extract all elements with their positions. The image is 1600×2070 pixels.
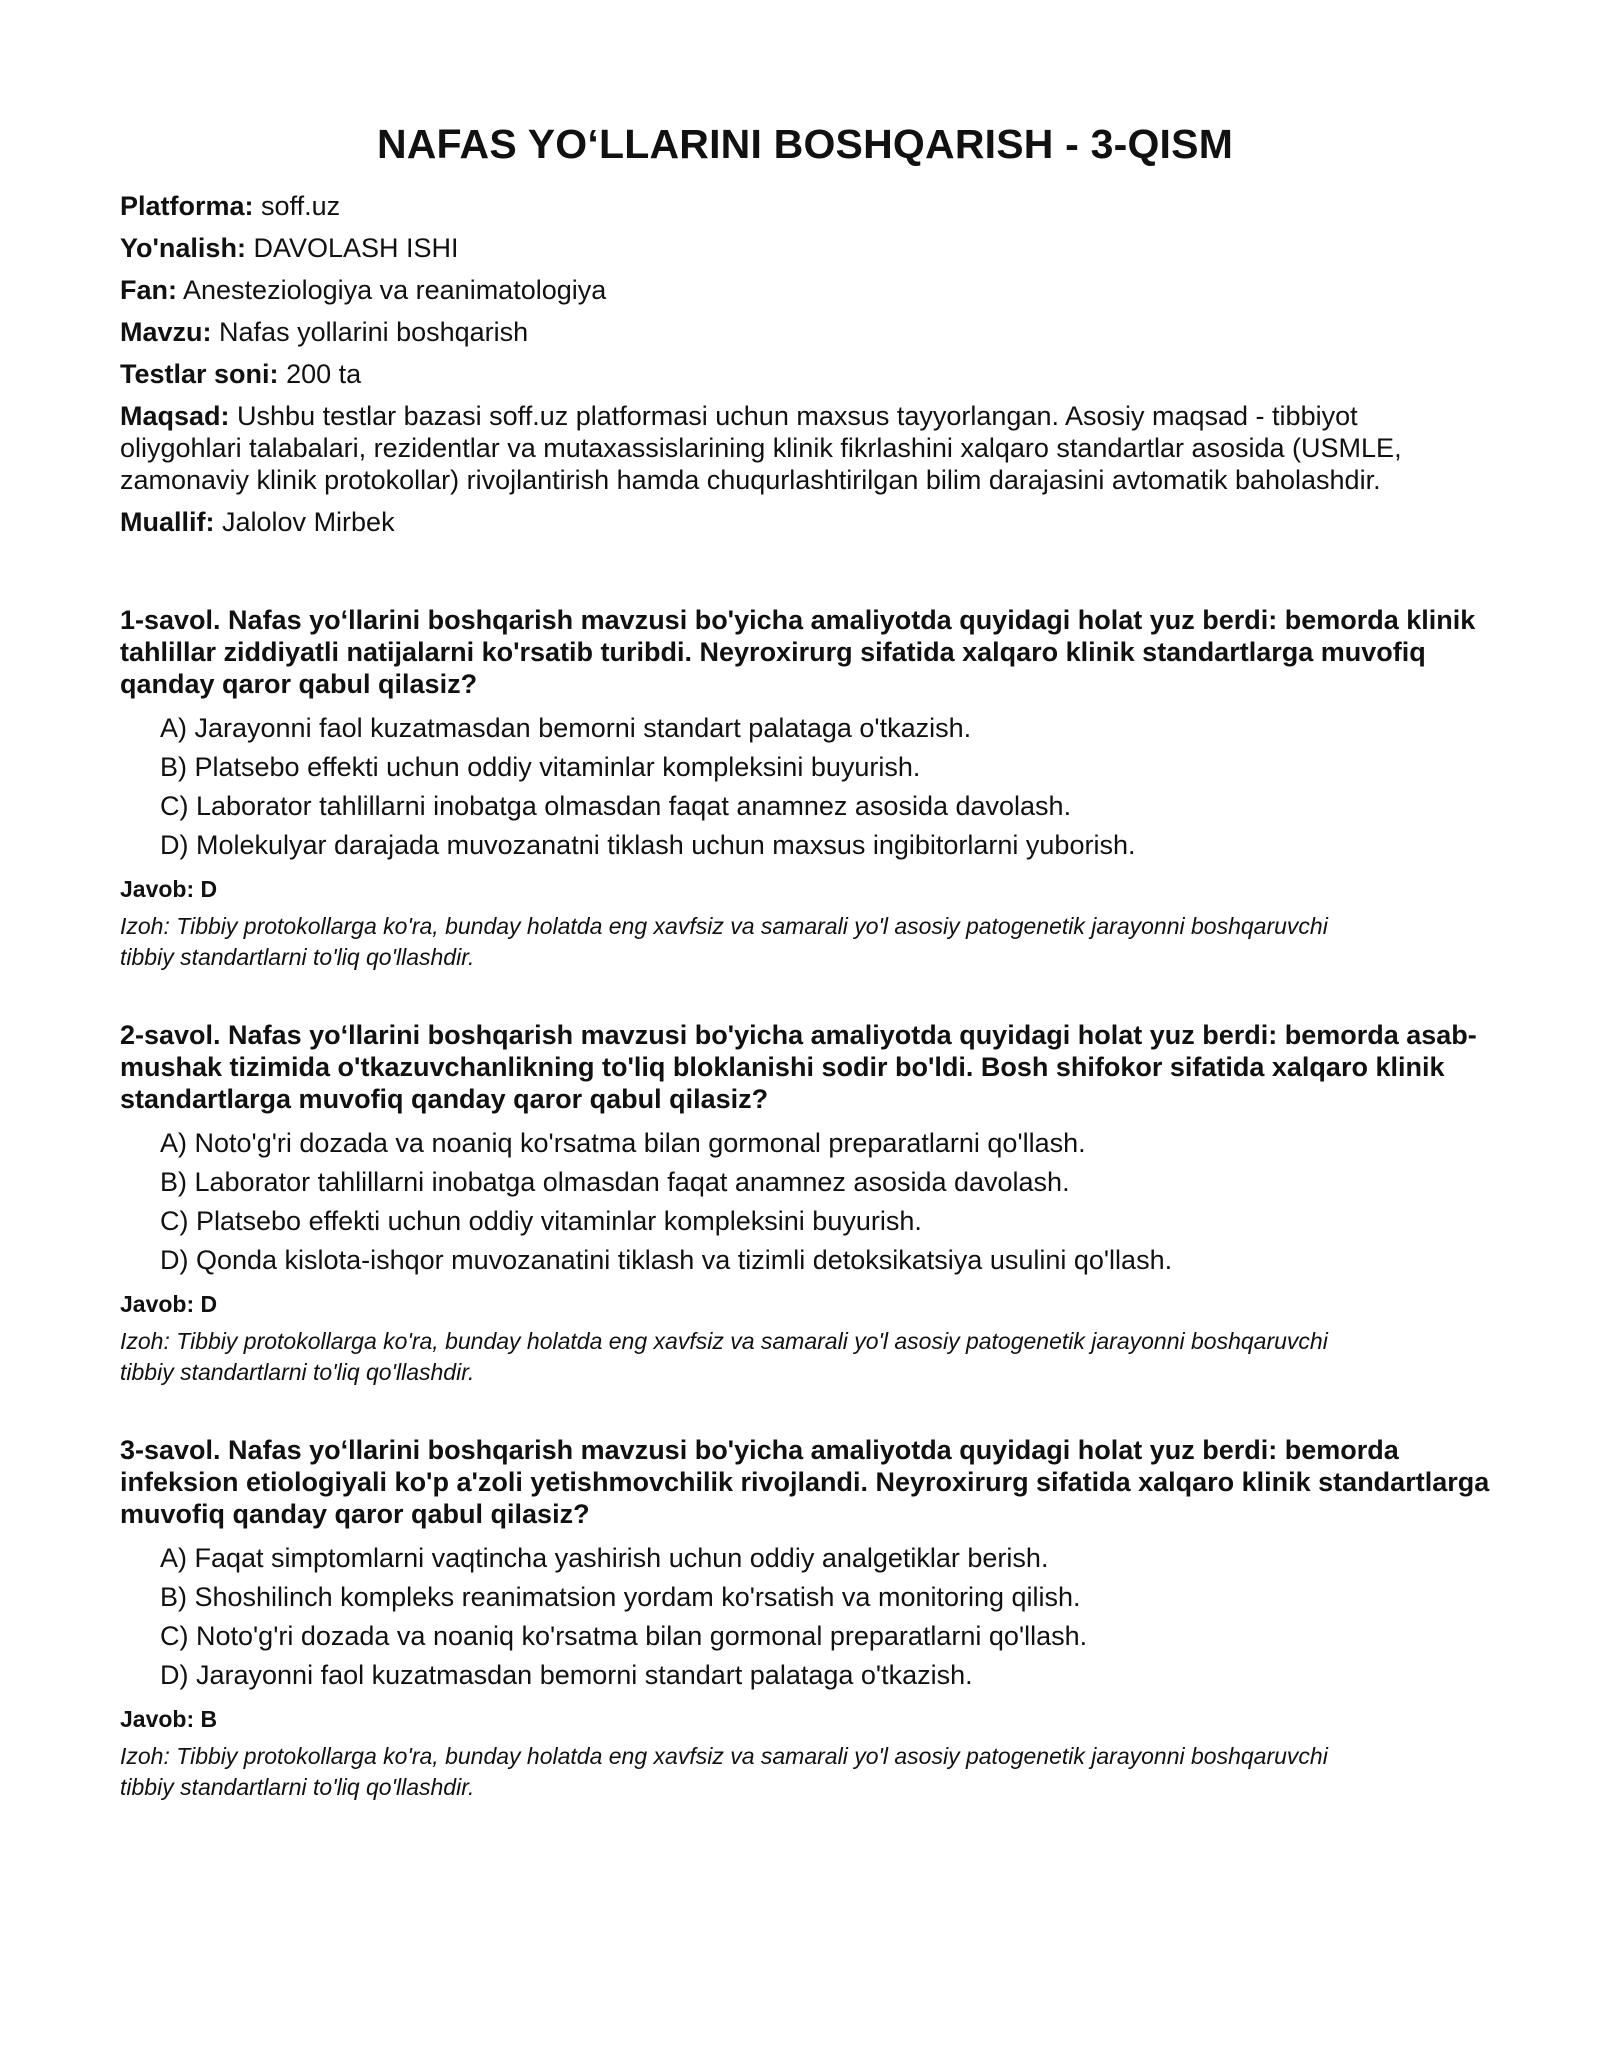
questions-list	[120, 604, 1490, 1803]
question-block	[120, 604, 1490, 973]
meta-purpose-value: Ushbu testlar bazasi soff.uz platformasi uchun maxsus tayyorlangan. Asosiy maqsad - tibbiyot oliygohlari talabalari, rezidentlar va mutaxassislarining klinik fikrlashini xalqaro standartlar asosida (USMLE, zamonaviy klinik protokollar) rivojlantirish hamda chuqurlashtirilgan bilim darajasini avtomatik baholashdir.	[120, 401, 1402, 495]
answer-explanation: Izoh: Tibbiy protokollarga ko'ra, bunday holatda eng xavfsiz va samarali yo'l asosiy patogenetik jarayonni boshqaruvchi tibbiy standartlarni to'liq qo'llashdir.	[120, 913, 1328, 970]
meta-platform-value: soff.uz	[261, 191, 341, 221]
correct-answer: Javob: D	[120, 876, 218, 902]
answer-explanation: Izoh: Tibbiy protokollarga ko'ra, bunday holatda eng xavfsiz va samarali yo'l asosiy patogenetik jarayonni boshqaruvchi tibbiy standartlarni to'liq qo'llashdir.	[120, 1328, 1328, 1385]
question-text: 3-savol. Nafas yo‘llarini boshqarish mavzusi bo'yicha amaliyotda quyidagi holat yuz berdi: bemorda infeksion etiologiyali ko'p a'zoli yetishmovchilik rivojlandi. Neyroxirurg sifatida xalqaro klinik standartlarga muvofiq qanday qaror qabul qilasiz?	[120, 1435, 1490, 1529]
meta-author-label: Muallif:	[120, 507, 215, 537]
question-text: 2-savol. Nafas yo‘llarini boshqarish mavzusi bo'yicha amaliyotda quyidagi holat yuz berdi: bemorda asab-mushak tizimida o'tkazuvchanlikning to'liq bloklanishi sodir bo'ldi. Bosh shifokor sifatida xalqaro klinik standartlarga muvofiq qanday qaror qabul qilasiz?	[120, 1020, 1477, 1114]
meta-purpose	[120, 400, 1460, 496]
meta-direction	[120, 232, 1490, 264]
meta-topic-label: Mavzu:	[120, 317, 212, 347]
option-d: D) Jarayonni faol kuzatmasdan bemorni standart palataga o'tkazish.	[160, 1660, 973, 1690]
document-page	[120, 120, 1490, 1849]
answer-options	[160, 1542, 1490, 1691]
option-b: B) Platsebo effekti uchun oddiy vitaminlar kompleksini buyurish.	[160, 752, 921, 782]
meta-author-value: Jalolov Mirbek	[222, 507, 395, 537]
meta-direction-value: DAVOLASH ISHI	[253, 233, 459, 263]
question-block	[120, 1434, 1490, 1803]
option-c: C) Laborator tahlillarni inobatga olmasdan faqat anamnez asosida davolash.	[160, 791, 1072, 821]
meta-platform	[120, 190, 1490, 222]
correct-answer: Javob: B	[120, 1706, 218, 1732]
meta-subject-value: Anesteziologiya va reanimatologiya	[183, 275, 607, 305]
meta-tests-label: Testlar soni:	[120, 359, 279, 389]
question-block	[120, 1019, 1490, 1388]
option-a: A) Jarayonni faol kuzatmasdan bemorni standart palataga o'tkazish.	[160, 713, 972, 743]
meta-direction-label: Yo'nalish:	[120, 233, 246, 263]
meta-platform-label: Platforma:	[120, 191, 254, 221]
option-d: D) Qonda kislota-ishqor muvozanatini tiklash va tizimli detoksikatsiya usulini qo'llash.	[160, 1245, 1173, 1275]
answer-options	[160, 1127, 1490, 1276]
meta-topic-value: Nafas yollarini boshqarish	[219, 317, 529, 347]
meta-subject-label: Fan:	[120, 275, 177, 305]
answer-explanation: Izoh: Tibbiy protokollarga ko'ra, bunday holatda eng xavfsiz va samarali yo'l asosiy patogenetik jarayonni boshqaruvchi tibbiy standartlarni to'liq qo'llashdir.	[120, 1743, 1328, 1800]
option-a: A) Faqat simptomlarni vaqtincha yashirish uchun oddiy analgetiklar berish.	[160, 1543, 1049, 1573]
option-b: B) Laborator tahlillarni inobatga olmasdan faqat anamnez asosida davolash.	[160, 1167, 1070, 1197]
option-c: C) Platsebo effekti uchun oddiy vitaminlar kompleksini buyurish.	[160, 1206, 922, 1236]
option-b: B) Shoshilinch kompleks reanimatsion yordam ko'rsatish va monitoring qilish.	[160, 1582, 1081, 1612]
option-a: A) Noto'g'ri dozada va noaniq ko'rsatma bilan gormonal preparatlarni qo'llash.	[160, 1128, 1086, 1158]
meta-topic	[120, 316, 1490, 348]
question-text: 1-savol. Nafas yo‘llarini boshqarish mavzusi bo'yicha amaliyotda quyidagi holat yuz berdi: bemorda klinik tahlillar ziddiyatli natijalarni ko'rsatib turibdi. Neyroxirurg sifatida xalqaro klinik standartlarga muvofiq qanday qaror qabul qilasiz?	[120, 605, 1476, 699]
answer-options	[160, 712, 1490, 861]
meta-tests-value: 200 ta	[286, 359, 362, 389]
option-c: C) Noto'g'ri dozada va noaniq ko'rsatma bilan gormonal preparatlarni qo'llash.	[160, 1621, 1088, 1651]
meta-tests	[120, 358, 1490, 390]
meta-section	[120, 190, 1490, 538]
option-d: D) Molekulyar darajada muvozanatni tiklash uchun maxsus ingibitorlarni yuborish.	[160, 830, 1136, 860]
meta-author	[120, 506, 1490, 538]
meta-subject	[120, 274, 1490, 306]
document-title: NAFAS YO‘LLARINI BOSHQARISH - 3-QISM	[376, 121, 1234, 167]
correct-answer: Javob: D	[120, 1291, 218, 1317]
meta-purpose-label: Maqsad:	[120, 401, 230, 431]
